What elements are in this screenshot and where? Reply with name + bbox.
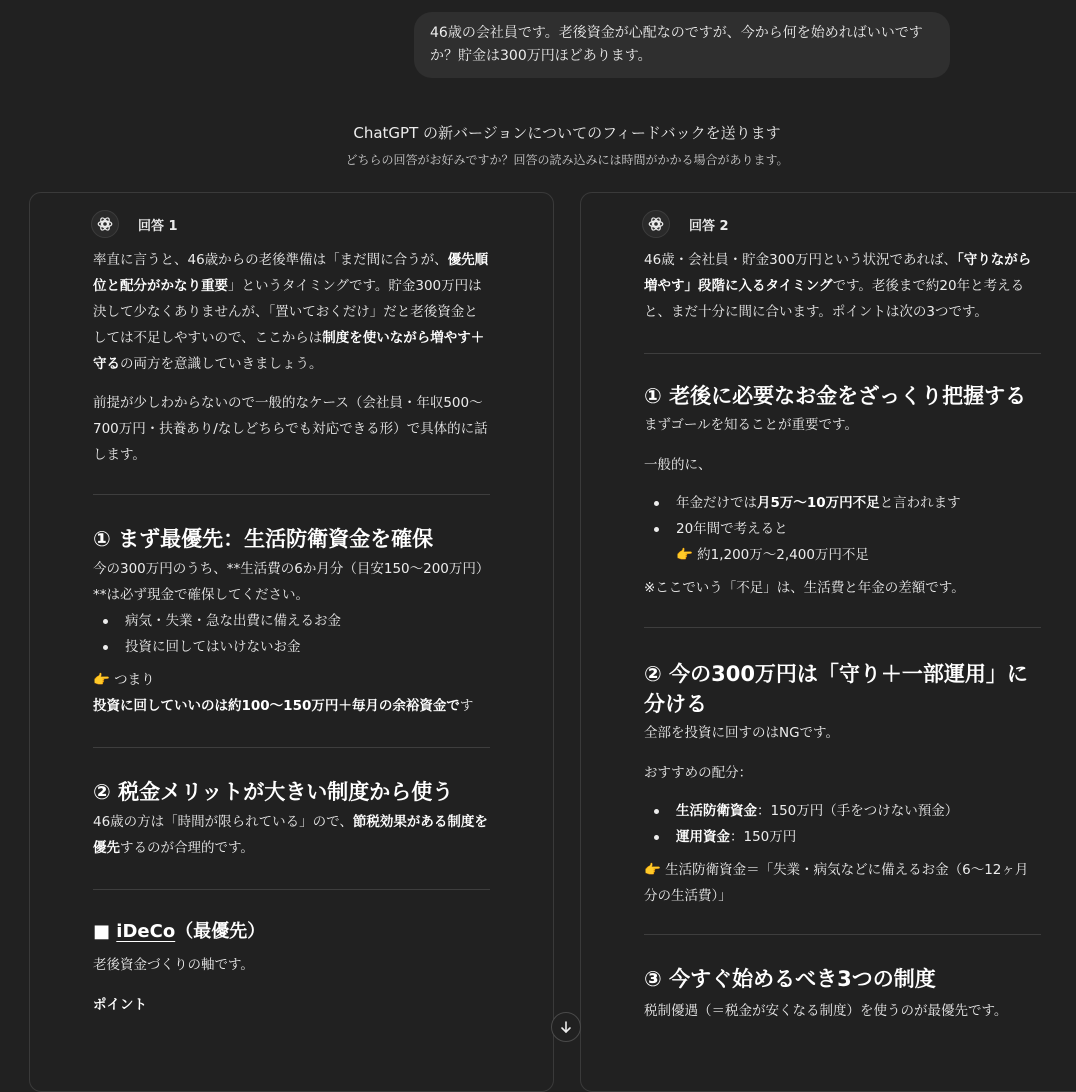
response-1-emphasis: 投資に回していいのは約100〜150万円＋毎月の余裕資金です [93,698,474,714]
response-2-header [642,210,1041,238]
pointing-hand-icon: 👉 [676,547,693,563]
feedback-subtitle: どちらの回答がお好みですか？回答の読み込みには時間がかかる場合があります。 [345,153,789,167]
response-1-section-1-heading: ① まず最優先：生活防衛資金を確保 [93,527,434,551]
openai-logo-icon [642,210,670,238]
response-2-section-2-body: 全部を投資に回すのはNGです。 [644,725,839,741]
openai-logo-icon [91,210,119,238]
response-2-general: 一般的に、 [644,457,712,473]
response-2-section-1-body: まずゴールを知ることが重要です。 [644,417,858,433]
list-item: 病気・失業・急な出費に備えるお金 [93,608,490,634]
square-bullet-icon: ■ [93,921,111,942]
divider [644,627,1041,628]
list-item: 運用資金：150万円 [644,824,1041,850]
response-1-label: 回答 1 [138,218,178,234]
user-message-text: 46歳の会社員です。老後資金が心配なのですが、今から何を始めればいいですか？貯金は300万円ほどあります。 [430,25,923,64]
response-2-label: 回答 2 [689,218,729,234]
list-item: 生活防衛資金：150万円（手をつけない預金） [644,798,1041,824]
ideco-link[interactable]: iDeCo [116,921,176,942]
response-1-intro: 率直に言うと、46歳からの老後準備は「まだ間に合うが、優先順位と配分がかなり重要」というタイミングです。貯金300万円は決して少なくありませんが、「置いておくだけ」だと老後資金としては不足しやすいので、ここからは制度を使いながら増やす＋守るの両方を意識していきましょう。 [93,252,489,372]
response-2-section-3-heading: ③ 今すぐ始めるべき3つの制度 [644,967,936,991]
response-2-section-2-heading: ② 今の300万円は「守り＋一部運用」に分ける [644,662,1028,716]
response-1-section-2-heading: ② 税金メリットが大きい制度から使う [93,780,454,804]
list-item: 20年間で考えると 👉 約1,200万〜2,400万円不足 [644,516,1041,568]
response-1-section-2-body: 46歳の方は「時間が限られている」ので、節税効果がある制度を優先するのが合理的です。 [93,814,488,856]
response-2-pointer-line: 👉 生活防衛資金＝「失業・病気などに備えるお金（6〜12ヶ月分の生活費）」 [644,862,1029,904]
feedback-title: ChatGPT の新バージョンについてのフィードバックを送ります [353,124,781,142]
divider [93,494,490,495]
response-2-note: ※ここでいう「不足」は、生活費と年金の差額です。 [644,580,965,596]
response-2-card[interactable] [580,192,1076,1092]
arrow-down-icon [559,1020,573,1034]
response-1-section-1-body: 今の300万円のうち、**生活費の6か月分（目安150〜200万円）**は必ず現金で確保してください。 [93,561,490,603]
response-1-point-label: ポイント [93,997,147,1013]
list-sub-item: 👉 約1,200万〜2,400万円不足 [676,547,869,563]
response-1-premise: 前提が少しわからないので一般的なケース（会社員・年収500〜700万円・扶養あり/なしどちらでも対応できる形）で具体的に話します。 [93,395,488,463]
response-1-section-3-heading: ■ iDeCo（最優先） [93,921,266,942]
scroll-down-button[interactable] [551,1012,581,1042]
divider [93,747,490,748]
response-1-card[interactable] [29,192,554,1092]
response-2-intro: 46歳・会社員・貯金300万円という状況であれば、「守りながら増やす」段階に入るタイミングです。老後まで約20年と考えると、まだ十分に間に合います。ポイントは次の3つです。 [644,252,1032,320]
response-2-section-1-list [644,490,1041,568]
response-1-section-3-body: 老後資金づくりの軸です。 [93,957,254,973]
response-2-section-2-list [644,798,1041,850]
response-1-pointer-line: 👉 つまり [93,672,155,688]
user-message-bubble [414,12,950,78]
divider [644,353,1041,354]
list-item: 投資に回してはいけないお金 [93,634,490,660]
response-2-allocation-label: おすすめの配分： [644,765,753,781]
pointing-hand-icon: 👉 [644,862,661,878]
response-1-section-1-list [93,608,490,660]
divider [93,889,490,890]
response-1-header [91,210,490,238]
response-2-section-1-heading: ① 老後に必要なお金をざっくり把握する [644,384,1027,408]
list-item: 年金だけでは月5万〜10万円不足と言われます [644,490,1041,516]
response-2-section-3-body: 税制優遇（＝税金が安くなる制度）を使うのが最優先です。 [644,1003,1008,1019]
divider [644,934,1041,935]
pointing-hand-icon: 👉 [93,672,110,688]
